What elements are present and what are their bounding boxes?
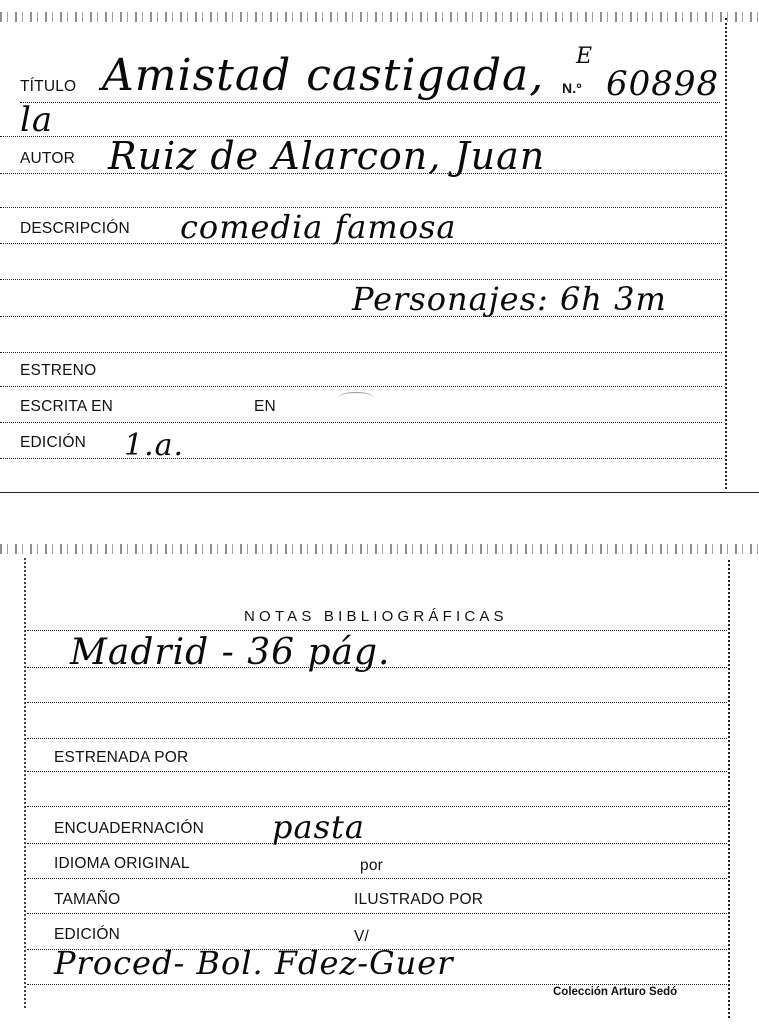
card-bottom-edge — [0, 492, 759, 493]
tamano-rule — [27, 913, 727, 914]
encuadernacion-handwriting: pasta — [272, 808, 365, 846]
edicion-rule — [0, 458, 722, 459]
escrita-en-lugar-label: EN — [254, 398, 276, 415]
scan-noise-top-back — [0, 544, 759, 554]
encuadernacion-label: ENCUADERNACIÓN — [54, 820, 205, 837]
v-label: V/ — [354, 928, 370, 945]
descripcion-label: DESCRIPCIÓN — [20, 220, 130, 237]
titulo-label: TÍTULO — [20, 78, 77, 95]
numero-prefix-handwriting: E — [576, 44, 594, 69]
tamano-label: TAMAÑO — [54, 891, 121, 908]
personajes-handwriting: Personajes: 6h 3m — [352, 280, 667, 318]
estreno-label: ESTRENO — [20, 362, 97, 379]
notas-rule-2 — [27, 667, 727, 668]
notas-handwriting: Madrid - 36 pág. — [70, 632, 391, 673]
notas-rule-4 — [27, 738, 727, 739]
idioma-original-label: IDIOMA ORIGINAL — [54, 855, 190, 872]
escrita-rule — [0, 422, 722, 423]
notas-rule-3 — [27, 702, 727, 703]
back-card — [0, 538, 759, 1028]
numero-handwriting: 60898 — [606, 64, 720, 104]
titulo-article-handwriting: la — [20, 100, 54, 140]
notas-heading: NOTAS BIBLIOGRÁFICAS — [244, 608, 508, 625]
notas-rule-1 — [27, 630, 727, 631]
titulo-rule — [20, 102, 720, 103]
edicion-handwriting: 1.a. — [124, 428, 185, 463]
autor-label: AUTOR — [20, 150, 75, 167]
por-label: por — [360, 857, 384, 874]
descripcion-rule-3 — [0, 316, 722, 317]
estreno-rule — [0, 386, 722, 387]
procedencia-handwriting: Proced- Bol. Fdez-Guer — [54, 944, 454, 982]
scan-noise-top — [0, 12, 759, 22]
procedencia-rule — [27, 984, 727, 985]
card-right-edge-back — [728, 560, 730, 1018]
edicion-back-label: EDICIÓN — [54, 926, 120, 943]
numero-label: N.º — [562, 80, 582, 96]
estrenada-por-label: ESTRENADA POR — [54, 749, 189, 766]
escrita-en-label: ESCRITA EN — [20, 398, 114, 415]
card-right-edge — [725, 18, 727, 489]
descripcion-rule-4 — [0, 352, 722, 353]
autor-handwriting: Ruiz de Alarcon, Juan — [108, 134, 546, 178]
card-left-edge — [24, 558, 26, 1008]
titulo-handwriting: Amistad castigada, — [102, 50, 545, 101]
edicion-label: EDICIÓN — [20, 434, 86, 451]
estrenada-rule — [27, 771, 727, 772]
faint-stamp-mark — [338, 392, 374, 403]
collection-credit: Colección Arturo Sedó — [553, 986, 678, 998]
front-card — [0, 0, 759, 495]
encuadernacion-rule — [27, 843, 727, 844]
descripcion-handwriting: comedia famosa — [180, 208, 457, 246]
autor-rule — [0, 173, 722, 174]
descripcion-rule — [0, 243, 722, 244]
estrenada-rule-2 — [27, 806, 727, 807]
ilustrado-por-label: ILUSTRADO POR — [354, 891, 484, 908]
idioma-rule — [27, 878, 727, 879]
